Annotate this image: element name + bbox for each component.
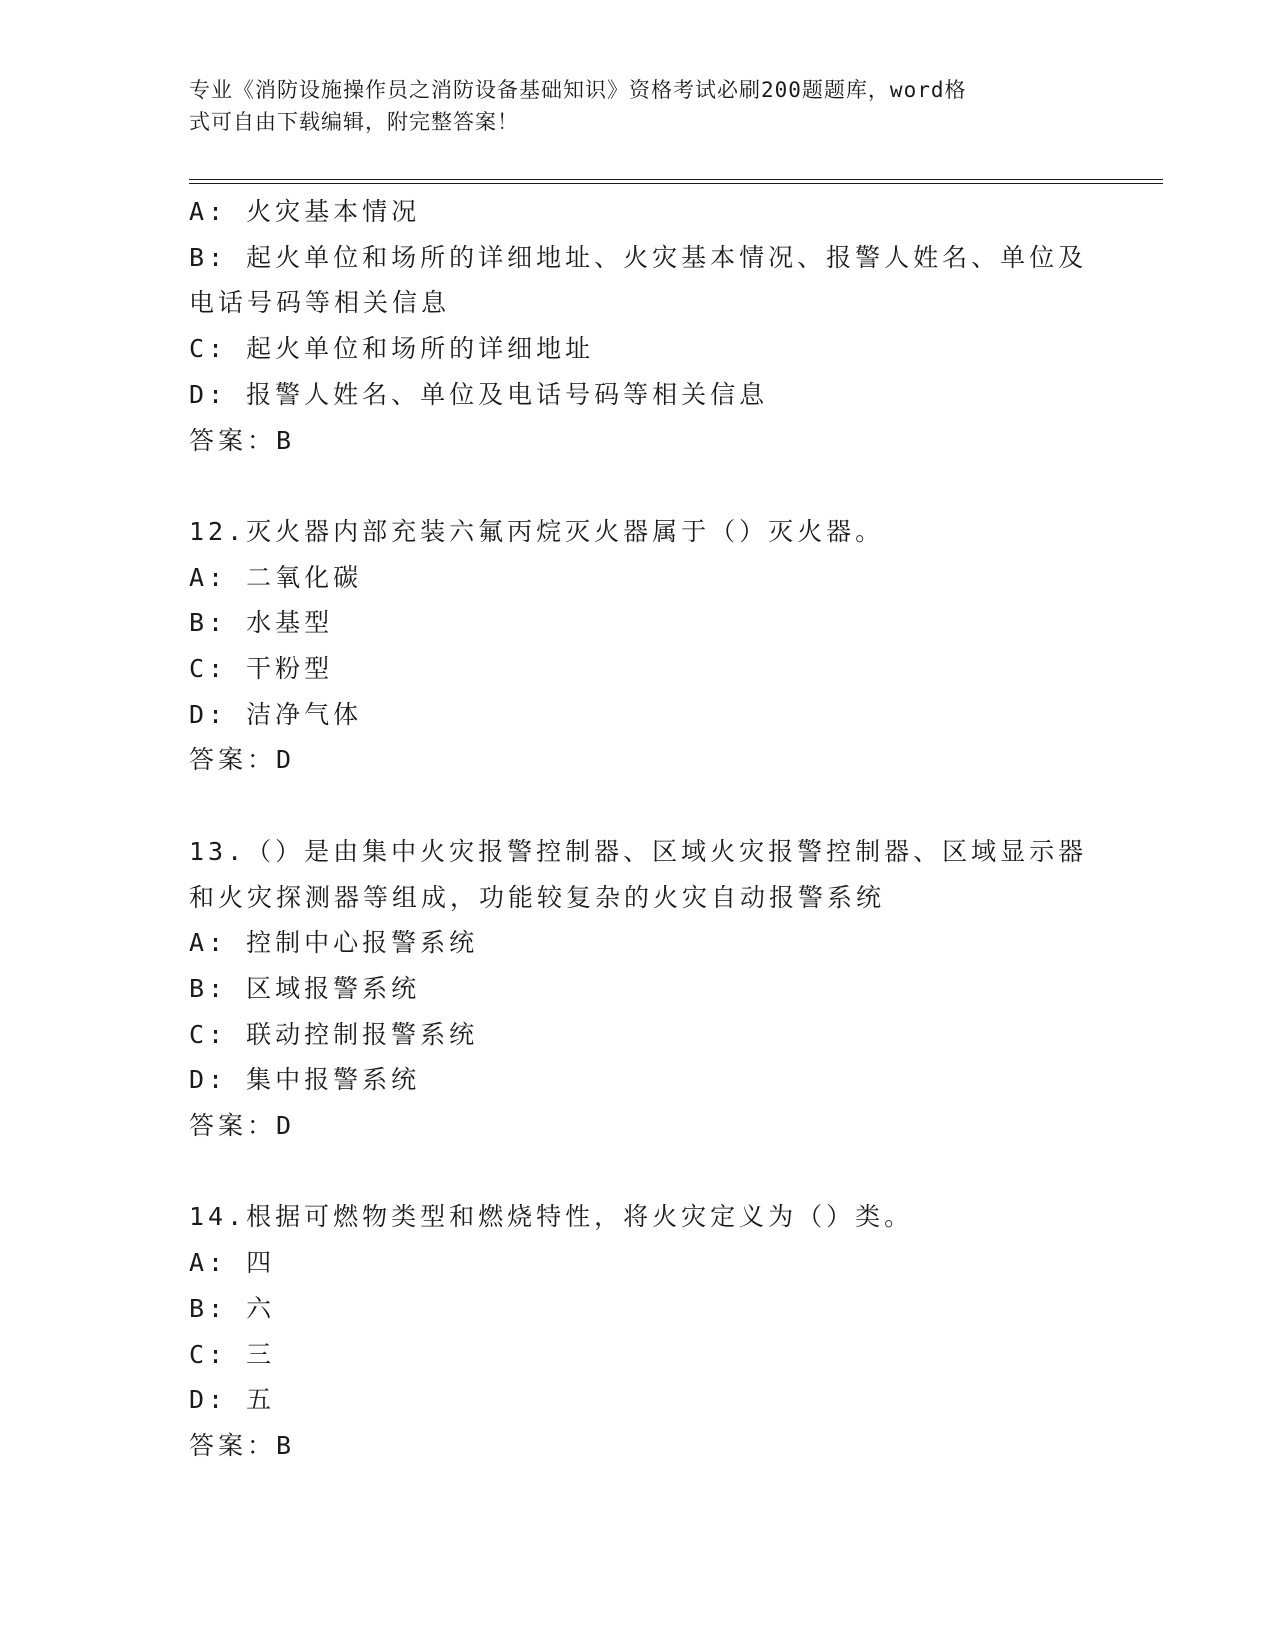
option-d: D: 洁净气体 xyxy=(189,699,363,729)
option-b-continued: 电话号码等相关信息 xyxy=(189,288,451,318)
question-list xyxy=(189,189,1089,1469)
option-d: D: 五 xyxy=(189,1385,276,1415)
spacer xyxy=(189,1149,1089,1195)
question-11-block xyxy=(189,189,1089,463)
question-text: 13.（）是由集中火灾报警控制器、区域火灾报警控制器、区域显示器 xyxy=(189,836,1088,866)
header-divider-top xyxy=(189,179,1163,180)
document-header xyxy=(189,74,1089,138)
answer-line: 答案：D xyxy=(189,1111,296,1141)
spacer xyxy=(189,463,1089,509)
option-c: C: 干粉型 xyxy=(189,654,334,684)
option-d: D: 报警人姓名、单位及电话号码等相关信息 xyxy=(189,379,769,409)
option-b: B: 水基型 xyxy=(189,608,334,638)
question-12-block xyxy=(189,509,1089,783)
option-a: A: 火灾基本情况 xyxy=(189,197,421,226)
option-d: D: 集中报警系统 xyxy=(189,1065,421,1095)
header-line-2: 式可自由下载编辑，附完整答案！ xyxy=(189,110,519,134)
option-a: A: 控制中心报警系统 xyxy=(189,928,479,958)
option-c: C: 起火单位和场所的详细地址 xyxy=(189,334,595,364)
header-divider-bottom xyxy=(189,183,1163,184)
question-text: 12.灭火器内部充装六氟丙烷灭火器属于（）灭火器。 xyxy=(189,516,885,546)
option-c: C: 三 xyxy=(189,1339,276,1369)
answer-line: 答案：D xyxy=(189,745,296,775)
option-a: A: 四 xyxy=(189,1248,276,1278)
question-13-block xyxy=(189,829,1089,1149)
option-a: A: 二氧化碳 xyxy=(189,562,363,592)
answer-line: 答案：B xyxy=(189,1430,296,1460)
header-line-1: 专业《消防设施操作员之消防设备基础知识》资格考试必刷200题题库，word格 xyxy=(189,78,967,102)
question-text-continued: 和火灾探测器等组成，功能较复杂的火灾自动报警系统 xyxy=(189,882,886,912)
answer-line: 答案：B xyxy=(189,425,296,455)
option-b: B: 区域报警系统 xyxy=(189,973,421,1003)
question-text: 14.根据可燃物类型和燃烧特性，将火灾定义为（）类。 xyxy=(189,1202,914,1232)
question-14-block xyxy=(189,1194,1089,1468)
option-b: B: 六 xyxy=(189,1293,276,1323)
spacer xyxy=(189,783,1089,829)
option-b: B: 起火单位和场所的详细地址、火灾基本情况、报警人姓名、单位及 xyxy=(189,242,1088,272)
option-c: C: 联动控制报警系统 xyxy=(189,1019,479,1049)
